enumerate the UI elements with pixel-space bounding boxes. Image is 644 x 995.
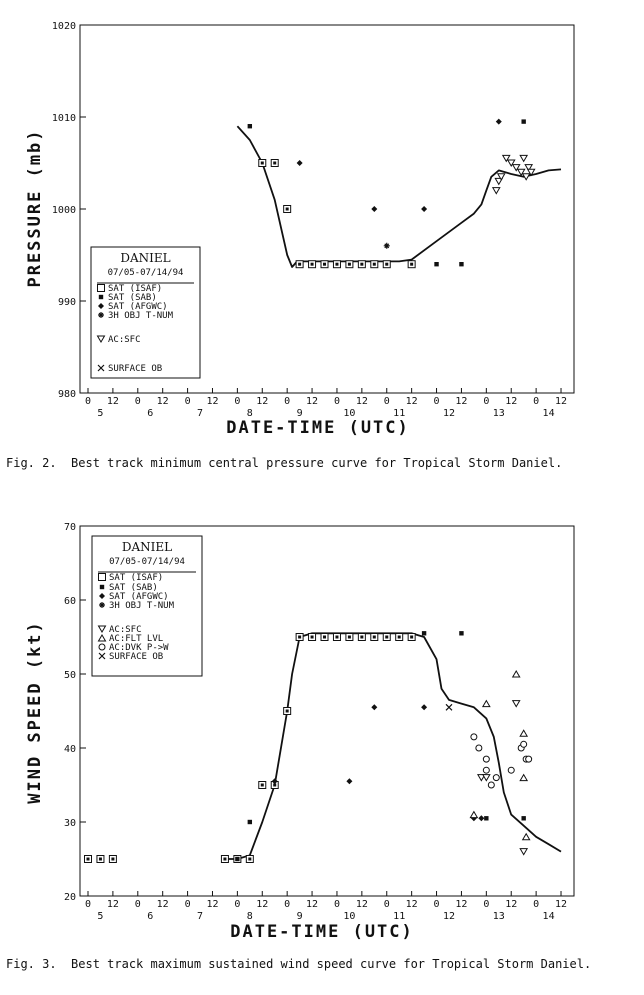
wind-point-circle (483, 767, 489, 773)
pressure-x-hour-label: 0 (333, 396, 340, 407)
pressure-x-hour-label: 0 (433, 396, 440, 407)
pressure-x-hour-label: 0 (284, 396, 291, 407)
wind-point-square-dot-center (87, 858, 90, 861)
wind-point-square-dot-center (398, 636, 401, 639)
wind-x-hour-label: 12 (455, 899, 468, 910)
wind-y-tick-label: 30 (63, 818, 76, 829)
pressure-x-hour-label: 12 (554, 396, 568, 407)
pressure-point-square-fill (248, 124, 252, 128)
pressure-x-hour-label: 12 (455, 396, 468, 407)
wind-point-square-dot-center (410, 636, 413, 639)
wind-x-hour-label: 0 (483, 899, 490, 910)
wind-legend (92, 536, 202, 676)
wind-x-day-label: 14 (542, 911, 555, 922)
wind-x-axis-label: DATE-TIME (UTC) (230, 922, 414, 942)
wind-legend-entry: AC:SFC (109, 625, 142, 635)
wind-point-square-dot-center (311, 636, 314, 639)
pressure-point-square-dot-center (373, 263, 376, 266)
wind-x-day-label: 6 (147, 911, 154, 922)
wind-point-triangle-down (520, 849, 527, 855)
pressure-x-day-label: 13 (492, 408, 505, 419)
pressure-point-diamond (421, 206, 427, 212)
pressure-point-square-fill (434, 262, 438, 266)
pressure-x-hour-label: 12 (206, 396, 219, 407)
pressure-point-triangle-down (493, 188, 500, 194)
pressure-point-square-dot-center (348, 263, 351, 266)
wind-point-triangle-up (470, 812, 477, 818)
pressure-point-square-dot-center (360, 263, 363, 266)
pressure-y-tick-label: 980 (57, 389, 76, 400)
pressure-legend-marker (98, 285, 105, 292)
wind-x-day-label: 12 (442, 911, 456, 922)
wind-point-triangle-up (520, 730, 527, 736)
pressure-point-square-dot-center (298, 263, 301, 266)
wind-point-circle (493, 775, 499, 781)
wind-point-square-dot-center (248, 858, 251, 861)
wind-x-hour-label: 0 (134, 899, 141, 910)
pressure-x-hour-label: 0 (383, 396, 390, 407)
wind-legend-entry: SAT (AFGWC) (109, 592, 169, 602)
pressure-legend-entry: SAT (AFGWC) (108, 302, 168, 312)
wind-legend-period: 07/05-07/14/94 (109, 557, 185, 567)
wind-point-square-dot-center (111, 858, 114, 861)
wind-point-square-dot-center (323, 636, 326, 639)
pressure-x-axis-label: DATE-TIME (UTC) (226, 418, 410, 438)
pressure-x-day-label: 6 (147, 408, 154, 419)
wind-point-triangle-up (483, 701, 490, 707)
pressure-legend-entry: 3H OBJ T-NUM (108, 311, 174, 321)
pressure-point-diamond (371, 206, 377, 212)
wind-x-hour-label: 0 (333, 899, 340, 910)
wind-point-square-dot-center (286, 710, 289, 713)
wind-y-axis-label: WIND SPEED (kt) (25, 620, 45, 804)
wind-point-square-fill (248, 820, 252, 824)
pressure-legend (91, 247, 200, 378)
pressure-y-tick-label: 1000 (51, 205, 76, 216)
pressure-point-square-dot-center (385, 263, 388, 266)
wind-x-hour-label: 0 (84, 899, 92, 910)
pressure-x-hour-label: 12 (306, 396, 319, 407)
pressure-x-day-label: 11 (393, 408, 406, 419)
wind-point-diamond (478, 815, 484, 821)
pressure-x-day-label: 10 (343, 408, 356, 419)
wind-legend-marker (100, 585, 104, 589)
wind-x-hour-label: 0 (184, 899, 191, 910)
wind-y-tick-label: 40 (63, 744, 76, 755)
pressure-point-star (384, 243, 390, 249)
pressure-x-hour-label: 0 (184, 396, 191, 407)
pressure-x-hour-label: 12 (156, 396, 169, 407)
wind-point-square-fill (422, 631, 426, 635)
pressure-point-triangle-down (520, 155, 527, 161)
wind-point-circle (508, 767, 514, 773)
pressure-point-square-dot-center (273, 162, 276, 165)
wind-point-square-dot-center (360, 636, 363, 639)
wind-x-day-label: 5 (97, 911, 104, 922)
pressure-point-square-dot-center (323, 263, 326, 266)
wind-x-hour-label: 12 (106, 899, 119, 910)
wind-point-x (446, 704, 452, 710)
wind-point-triangle-up (523, 834, 530, 840)
wind-legend-title: DANIEL (121, 540, 173, 554)
pressure-x-day-label: 12 (442, 408, 456, 419)
wind-point-triangle-up (513, 671, 520, 677)
pressure-point-square-dot-center (410, 263, 413, 266)
wind-point-circle (471, 734, 477, 740)
pressure-caption: Fig. 2. Best track minimum central pressure curve for Tropical Storm Daniel. (6, 456, 563, 470)
wind-x-day-label: 9 (296, 911, 303, 922)
pressure-x-hour-label: 0 (533, 396, 540, 407)
pressure-y-tick-label: 990 (57, 297, 76, 308)
wind-point-square-dot-center (99, 858, 102, 861)
pressure-x-hour-label: 0 (234, 396, 241, 407)
wind-x-day-label: 10 (343, 911, 356, 922)
wind-y-tick-label: 50 (63, 670, 76, 681)
wind-best-track-line (225, 633, 561, 859)
wind-x-day-label: 8 (246, 911, 253, 922)
wind-legend-marker (99, 644, 105, 650)
wind-x-hour-label: 12 (206, 899, 219, 910)
wind-caption: Fig. 3. Best track maximum sustained wind speed curve for Tropical Storm Daniel. (6, 957, 592, 971)
wind-legend-entry: SAT (SAB) (109, 583, 158, 593)
wind-point-diamond (421, 704, 427, 710)
pressure-legend-entry: AC:SFC (108, 335, 141, 345)
wind-legend-marker (99, 574, 106, 581)
wind-x-hour-label: 12 (306, 899, 319, 910)
wind-point-square-fill (235, 857, 239, 861)
pressure-x-hour-label: 0 (84, 396, 92, 407)
pressure-legend-entry: SAT (ISAF) (108, 284, 163, 294)
pressure-x-hour-label: 12 (405, 396, 418, 407)
wind-x-day-label: 11 (393, 911, 406, 922)
wind-point-square-fill (459, 631, 463, 635)
wind-point-triangle-down (483, 775, 490, 781)
pressure-legend-period: 07/05-07/14/94 (107, 268, 184, 278)
wind-point-triangle-up (520, 775, 527, 781)
pressure-point-square-dot-center (286, 208, 289, 211)
wind-legend-entry: AC:DVK P->W (109, 643, 169, 653)
wind-y-tick-label: 20 (63, 892, 76, 903)
wind-x-hour-label: 12 (554, 899, 568, 910)
pressure-point-square-fill (459, 262, 463, 266)
wind-point-circle (476, 745, 482, 751)
pressure-x-hour-label: 12 (256, 396, 269, 407)
pressure-legend-title: DANIEL (120, 251, 171, 265)
wind-point-square-dot-center (223, 858, 226, 861)
wind-y-tick-label: 60 (63, 596, 76, 607)
pressure-x-hour-label: 12 (505, 396, 518, 407)
wind-point-square-fill (484, 816, 488, 820)
wind-point-triangle-down (513, 701, 520, 707)
pressure-y-tick-label: 1020 (51, 21, 76, 32)
wind-x-hour-label: 12 (405, 899, 418, 910)
wind-x-hour-label: 0 (533, 899, 540, 910)
pressure-x-day-label: 14 (542, 408, 555, 419)
pressure-point-diamond (297, 160, 303, 166)
pressure-chart (6, 21, 574, 470)
pressure-best-track-line (237, 126, 561, 267)
pressure-point-square-dot-center (335, 263, 338, 266)
wind-point-square-dot-center (348, 636, 351, 639)
pressure-x-hour-label: 12 (106, 396, 119, 407)
wind-legend-entry: SURFACE OB (109, 652, 164, 662)
wind-x-hour-label: 0 (433, 899, 440, 910)
pressure-x-hour-label: 12 (355, 396, 368, 407)
wind-point-square-dot-center (261, 784, 264, 787)
pressure-legend-marker (99, 295, 103, 299)
wind-legend-entry: 3H OBJ T-NUM (109, 601, 175, 611)
pressure-x-day-label: 9 (296, 408, 303, 419)
wind-legend-entry: SAT (ISAF) (109, 573, 164, 583)
pressure-x-day-label: 5 (97, 408, 104, 419)
wind-x-hour-label: 12 (156, 899, 169, 910)
wind-point-circle (488, 782, 494, 788)
wind-x-day-label: 7 (197, 911, 204, 922)
wind-point-diamond (346, 778, 352, 784)
wind-point-square-fill (521, 816, 525, 820)
wind-x-hour-label: 0 (234, 899, 241, 910)
pressure-x-hour-label: 0 (483, 396, 490, 407)
wind-x-hour-label: 0 (284, 899, 291, 910)
pressure-x-day-label: 8 (246, 408, 253, 419)
wind-x-hour-label: 0 (383, 899, 390, 910)
pressure-point-square-fill (521, 119, 525, 123)
wind-speed-chart (6, 522, 591, 971)
wind-point-square-dot-center (373, 636, 376, 639)
wind-point-square-dot-center (385, 636, 388, 639)
pressure-x-hour-label: 0 (134, 396, 141, 407)
pressure-y-tick-label: 1010 (51, 113, 76, 124)
wind-x-day-label: 13 (492, 911, 505, 922)
pressure-legend-entry: SURFACE OB (108, 364, 163, 374)
wind-point-circle (521, 741, 527, 747)
pressure-legend-entry: SAT (SAB) (108, 293, 157, 303)
pressure-y-axis-label: PRESSURE (mb) (25, 128, 45, 288)
wind-point-diamond (371, 704, 377, 710)
wind-point-square-dot-center (298, 636, 301, 639)
pressure-point-square-dot-center (311, 263, 314, 266)
wind-point-circle (526, 756, 532, 762)
wind-x-hour-label: 12 (256, 899, 269, 910)
wind-x-hour-label: 12 (505, 899, 518, 910)
wind-y-tick-label: 70 (63, 522, 76, 533)
wind-x-hour-label: 12 (355, 899, 368, 910)
pressure-point-square-dot-center (261, 162, 264, 165)
pressure-x-day-label: 7 (197, 408, 204, 419)
wind-point-circle (483, 756, 489, 762)
wind-legend-entry: AC:FLT LVL (109, 634, 164, 644)
wind-point-square-dot-center (335, 636, 338, 639)
pressure-point-diamond (496, 119, 502, 125)
